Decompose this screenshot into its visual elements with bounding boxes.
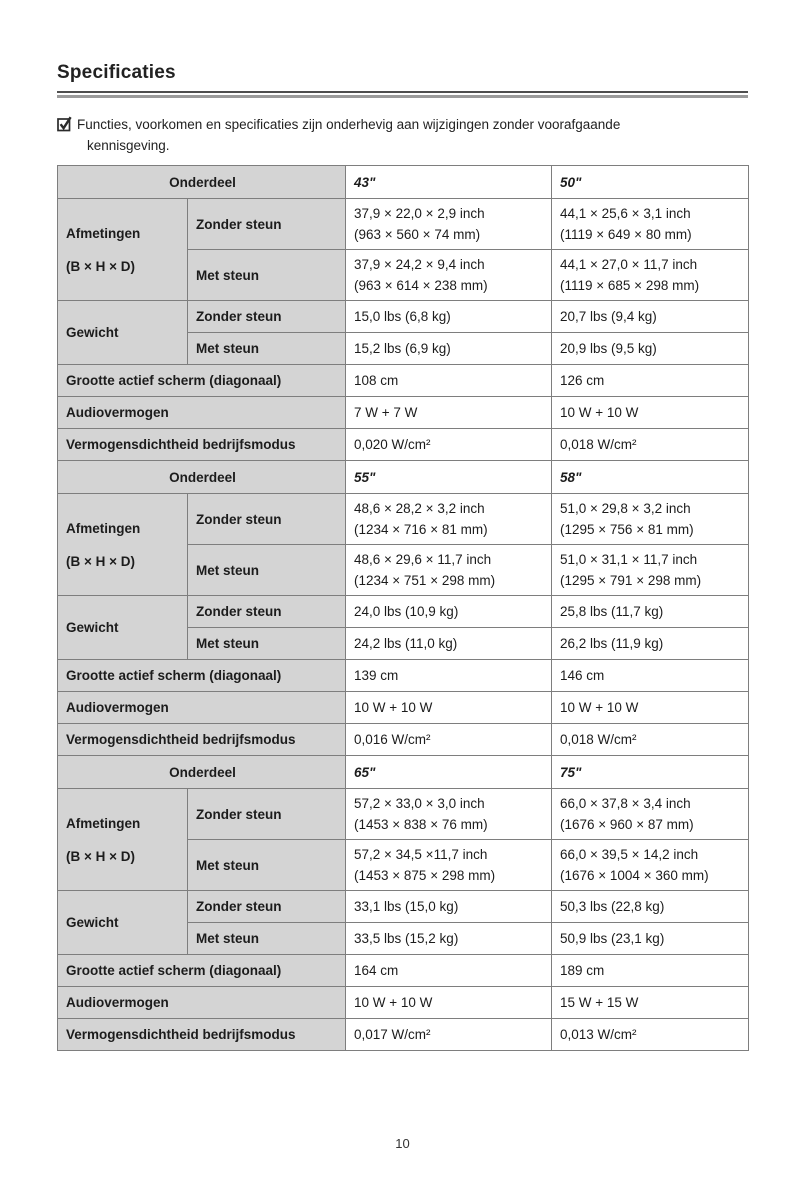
dim-mm-value: (1453 × 838 × 76 mm) (354, 817, 488, 832)
afmetingen-label-cell (58, 494, 188, 596)
dim-mm-value: (1676 × 1004 × 360 mm) (560, 868, 709, 883)
zonder-steun-label-cell: Zonder steun (188, 789, 346, 840)
power-density-row (58, 429, 749, 461)
size-b-header-cell: 58" (552, 461, 749, 494)
screen-size-row (58, 365, 749, 397)
section-header-row (58, 756, 749, 789)
dim-met-b-cell (552, 840, 749, 891)
met-steun-label-cell: Met steun (188, 628, 346, 660)
zonder-steun-label-cell: Zonder steun (188, 301, 346, 333)
screen-size-a-cell: 108 cm (346, 365, 552, 397)
dim-inch-value: 51,0 × 29,8 × 3,2 inch (560, 501, 691, 516)
dim-mm-value: (1234 × 751 × 298 mm) (354, 573, 496, 588)
page-number: 10 (395, 1136, 410, 1151)
dim-mm-value: (1119 × 685 × 298 mm) (560, 278, 700, 293)
dim-zonder-b-cell (552, 789, 749, 840)
dim-inch-value: 48,6 × 28,2 × 3,2 inch (354, 501, 485, 516)
dim-inch-value: 66,0 × 37,8 × 3,4 inch (560, 796, 691, 811)
dim-met-a-cell (346, 250, 552, 301)
title-divider (57, 91, 748, 98)
dim-met-b-cell (552, 545, 749, 596)
power-density-a-cell: 0,017 W/cm² (346, 1019, 552, 1051)
dim-inch-value: 37,9 × 24,2 × 9,4 inch (354, 257, 485, 272)
onderdeel-header-cell: Onderdeel (58, 166, 346, 199)
dim-inch-value: 57,2 × 34,5 ×11,7 inch (354, 847, 488, 862)
dim-mm-value: (1295 × 791 × 298 mm) (560, 573, 702, 588)
afmetingen-label-line1: Afmetingen (66, 225, 141, 241)
weight-zonder-b-cell: 20,7 lbs (9,4 kg) (552, 301, 749, 333)
met-steun-label-cell: Met steun (188, 923, 346, 955)
audio-label-cell: Audiovermogen (58, 692, 346, 724)
screen-size-a-cell: 164 cm (346, 955, 552, 987)
weight-without-stand-row (58, 301, 749, 333)
vermogensdichtheid-label-cell: Vermogensdichtheid bedrijfsmodus (58, 429, 346, 461)
weight-zonder-a-cell: 24,0 lbs (10,9 kg) (346, 596, 552, 628)
note-block (57, 114, 757, 156)
dim-zonder-a-cell (346, 494, 552, 545)
size-a-header-cell: 55" (346, 461, 552, 494)
weight-without-stand-row (58, 891, 749, 923)
screen-size-a-cell: 139 cm (346, 660, 552, 692)
dim-met-b-cell (552, 250, 749, 301)
afmetingen-label-line2: (B × H × D) (66, 848, 136, 864)
afmetingen-label-line1: Afmetingen (66, 520, 141, 536)
size-b-header-cell: 75" (552, 756, 749, 789)
afmetingen-label-cell (58, 789, 188, 891)
dim-inch-value: 44,1 × 25,6 × 3,1 inch (560, 206, 691, 221)
onderdeel-header-cell: Onderdeel (58, 756, 346, 789)
dimensions-without-stand-row (58, 789, 749, 840)
audio-power-row (58, 692, 749, 724)
dim-inch-value: 51,0 × 31,1 × 11,7 inch (560, 552, 698, 567)
section-header-row (58, 166, 749, 199)
weight-zonder-a-cell: 15,0 lbs (6,8 kg) (346, 301, 552, 333)
note-text (77, 114, 620, 156)
afmetingen-label-line2: (B × H × D) (66, 258, 136, 274)
dim-mm-value: (963 × 614 × 238 mm) (354, 278, 488, 293)
dim-inch-value: 44,1 × 27,0 × 11,7 inch (560, 257, 698, 272)
power-density-a-cell: 0,016 W/cm² (346, 724, 552, 756)
grootte-label-cell: Grootte actief scherm (diagonaal) (58, 365, 346, 397)
zonder-steun-label-cell: Zonder steun (188, 199, 346, 250)
screen-size-b-cell: 189 cm (552, 955, 749, 987)
screen-size-b-cell: 126 cm (552, 365, 749, 397)
met-steun-label-cell: Met steun (188, 545, 346, 596)
met-steun-label-cell: Met steun (188, 250, 346, 301)
weight-met-a-cell: 24,2 lbs (11,0 kg) (346, 628, 552, 660)
power-density-row (58, 1019, 749, 1051)
zonder-steun-label-cell: Zonder steun (188, 494, 346, 545)
audio-a-cell: 7 W + 7 W (346, 397, 552, 429)
dim-mm-value: (1295 × 756 × 81 mm) (560, 522, 694, 537)
dimensions-without-stand-row (58, 494, 749, 545)
weight-met-b-cell: 20,9 lbs (9,5 kg) (552, 333, 749, 365)
audio-b-cell: 15 W + 15 W (552, 987, 749, 1019)
size-a-header-cell: 43" (346, 166, 552, 199)
dim-mm-value: (1676 × 960 × 87 mm) (560, 817, 694, 832)
dim-inch-value: 66,0 × 39,5 × 14,2 inch (560, 847, 699, 862)
grootte-label-cell: Grootte actief scherm (diagonaal) (58, 660, 346, 692)
page-title: Specificaties (57, 62, 176, 83)
weight-met-b-cell: 50,9 lbs (23,1 kg) (552, 923, 749, 955)
dim-met-a-cell (346, 840, 552, 891)
dim-inch-value: 37,9 × 22,0 × 2,9 inch (354, 206, 485, 221)
vermogensdichtheid-label-cell: Vermogensdichtheid bedrijfsmodus (58, 724, 346, 756)
gewicht-label-cell: Gewicht (58, 891, 188, 955)
screen-size-b-cell: 146 cm (552, 660, 749, 692)
audio-power-row (58, 397, 749, 429)
size-b-header-cell: 50" (552, 166, 749, 199)
size-a-header-cell: 65" (346, 756, 552, 789)
onderdeel-header-cell: Onderdeel (58, 461, 346, 494)
dim-inch-value: 48,6 × 29,6 × 11,7 inch (354, 552, 492, 567)
dimensions-without-stand-row (58, 199, 749, 250)
power-density-b-cell: 0,013 W/cm² (552, 1019, 749, 1051)
dim-zonder-b-cell (552, 199, 749, 250)
checkbox-checked-icon (57, 115, 73, 139)
specifications-table (57, 165, 749, 1051)
dim-zonder-a-cell (346, 789, 552, 840)
power-density-b-cell: 0,018 W/cm² (552, 429, 749, 461)
met-steun-label-cell: Met steun (188, 840, 346, 891)
weight-met-b-cell: 26,2 lbs (11,9 kg) (552, 628, 749, 660)
audio-b-cell: 10 W + 10 W (552, 692, 749, 724)
dim-zonder-b-cell (552, 494, 749, 545)
weight-zonder-b-cell: 50,3 lbs (22,8 kg) (552, 891, 749, 923)
gewicht-label-cell: Gewicht (58, 301, 188, 365)
dim-mm-value: (1234 × 716 × 81 mm) (354, 522, 488, 537)
weight-zonder-a-cell: 33,1 lbs (15,0 kg) (346, 891, 552, 923)
afmetingen-label-line2: (B × H × D) (66, 553, 136, 569)
zonder-steun-label-cell: Zonder steun (188, 891, 346, 923)
audio-b-cell: 10 W + 10 W (552, 397, 749, 429)
weight-zonder-b-cell: 25,8 lbs (11,7 kg) (552, 596, 749, 628)
audio-power-row (58, 987, 749, 1019)
dim-met-a-cell (346, 545, 552, 596)
section-header-row (58, 461, 749, 494)
grootte-label-cell: Grootte actief scherm (diagonaal) (58, 955, 346, 987)
power-density-a-cell: 0,020 W/cm² (346, 429, 552, 461)
screen-size-row (58, 955, 749, 987)
afmetingen-label-cell (58, 199, 188, 301)
dim-mm-value: (1453 × 875 × 298 mm) (354, 868, 496, 883)
power-density-row (58, 724, 749, 756)
dim-mm-value: (1119 × 649 × 80 mm) (560, 227, 692, 242)
audio-a-cell: 10 W + 10 W (346, 692, 552, 724)
gewicht-label-cell: Gewicht (58, 596, 188, 660)
note-line1: Functies, voorkomen en specificaties zijn onderhevig aan wijzigingen zonder voorafgaande (77, 117, 621, 132)
dim-mm-value: (963 × 560 × 74 mm) (354, 227, 481, 242)
audio-label-cell: Audiovermogen (58, 987, 346, 1019)
dim-inch-value: 57,2 × 33,0 × 3,0 inch (354, 796, 485, 811)
zonder-steun-label-cell: Zonder steun (188, 596, 346, 628)
met-steun-label-cell: Met steun (188, 333, 346, 365)
dim-zonder-a-cell (346, 199, 552, 250)
weight-met-a-cell: 33,5 lbs (15,2 kg) (346, 923, 552, 955)
power-density-b-cell: 0,018 W/cm² (552, 724, 749, 756)
afmetingen-label-line1: Afmetingen (66, 815, 141, 831)
audio-label-cell: Audiovermogen (58, 397, 346, 429)
screen-size-row (58, 660, 749, 692)
weight-met-a-cell: 15,2 lbs (6,9 kg) (346, 333, 552, 365)
weight-without-stand-row (58, 596, 749, 628)
vermogensdichtheid-label-cell: Vermogensdichtheid bedrijfsmodus (58, 1019, 346, 1051)
note-line2: kennisgeving. (87, 138, 170, 153)
audio-a-cell: 10 W + 10 W (346, 987, 552, 1019)
